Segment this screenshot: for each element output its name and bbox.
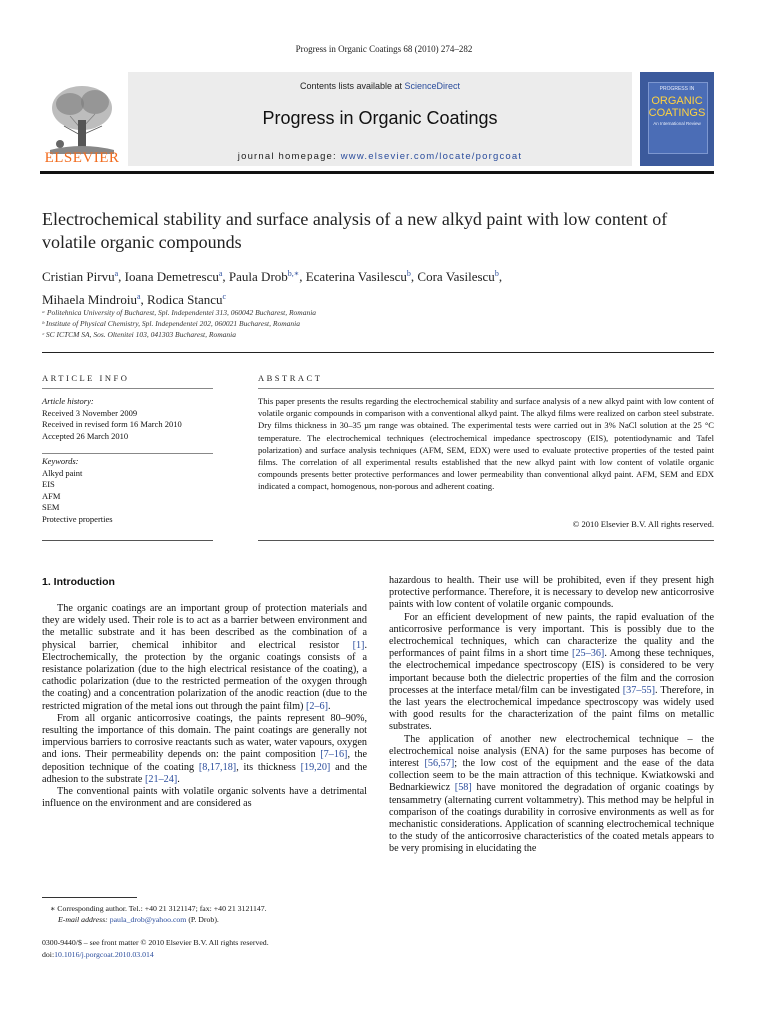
body-text-segment: . Therefore, in the last years the electrochemical impedance spectroscopy was widely used with good results for the characterization of the paint films on metallic substrates. [389, 684, 714, 733]
keyword-item: EIS [42, 479, 55, 489]
citation-link[interactable]: [58] [454, 782, 472, 794]
body-text-segment: have monitored the degradation of organic coatings by tensammetry (alternating current voltammetry). This method may be helpful in comparison of the coatings durability in corrosive environments as well as for mechanistic considerations. Application of scanning electrochemical technique to the study of the anticorrosive characteristics of the coated metals appears to be very promising in elucidating the [389, 782, 714, 855]
keyword-item: AFM [42, 490, 61, 501]
author-name: Cora Vasilescu [417, 269, 495, 284]
keyword-item: Alkyd paint [42, 467, 83, 478]
author-affiliation-marker[interactable]: c [222, 292, 227, 301]
citation-link[interactable]: [19,20] [300, 761, 331, 773]
author-affiliation-marker[interactable]: a [136, 292, 141, 301]
abstract-bottom-rule [258, 540, 714, 541]
body-text-segment: The organic coatings are an important group of protection materials and they are widely used. Their role is to act as a barrier between environment and the metallic substrate and it has been described as the combination of a physical barrier, chemical inhibitor and electrical resistor [42, 603, 367, 651]
history-label: Article history: [42, 396, 94, 406]
body-text-segment: ; the low cost of the equipment and the ease of the data collection seem to be the main attraction of this technique. Kwiatkowski and Bednarkiewicz [389, 758, 714, 794]
doi-label: doi: [42, 949, 55, 959]
issn-line: 0300-9440/$ – see front matter © 2010 Elsevier B.V. All rights reserved. [42, 938, 269, 947]
author-affiliation-marker[interactable]: b,∗ [287, 269, 300, 278]
body-text-segment: The conventional paints with volatile organic solvents have a detrimental influence on the environment and are considered as [42, 786, 367, 810]
article-history [42, 396, 213, 442]
cover-small-text: PROGRESS IN [659, 86, 695, 92]
body-text-segment: . [328, 700, 331, 712]
body-text-segment: . Electrochemically, the protection by the organic coatings consists of a resistance polarization (due to the high electrical resistance of the coating), a cathodic polarization (due to the restricted permeation of the oxygen through the coating) and a concentration polarization of the anodic reaction (due to the restricted migration of the metal ions out through the paint film) [42, 639, 367, 712]
section-heading-introduction: 1. Introduction [42, 576, 115, 588]
body-column-left [42, 603, 367, 810]
author-separator: , [498, 269, 503, 284]
title-divider [42, 352, 714, 353]
email-suffix: (P. Drob). [186, 915, 219, 924]
contents-line [128, 81, 632, 91]
affiliation-b: ᵇ Institute of Physical Chemistry, Spl. Independentei 202, 060021 Bucharest, Romania [42, 319, 300, 328]
affiliation-c: ᶜ SC ICTCM SA, Sos. Oltenitei 103, 041303 Bucharest, Romania [42, 330, 236, 339]
abstract-rule [258, 388, 714, 389]
email-line [42, 914, 372, 925]
article-title: Electrochemical stability and surface analysis of a new alkyd paint with low content of volatile organic compounds [42, 209, 668, 252]
affiliation-a: ᵃ Politehnica University of Bucharest, Spl. Independentei 313, 060042 Bucharest, Romania [42, 308, 317, 317]
author-separator: , [299, 269, 306, 284]
body-paragraph [389, 734, 714, 856]
citation-link[interactable]: [25–36] [572, 648, 605, 660]
citation-link[interactable]: [7–16] [320, 749, 348, 761]
author-name: Paula Drob [228, 269, 288, 284]
author-affiliation-marker[interactable]: a [114, 269, 119, 278]
header-divider [40, 171, 714, 174]
keywords-label: Keywords: [42, 456, 79, 466]
citation-link[interactable]: [8,17,18] [198, 761, 237, 773]
abstract-heading: ABSTRACT [258, 373, 323, 383]
body-paragraph [42, 713, 367, 786]
cover-title-word-1: ORGANIC [651, 95, 703, 107]
article-info-rule [42, 388, 213, 389]
body-paragraph [389, 612, 714, 734]
author-affiliation-marker[interactable]: b [494, 269, 499, 278]
doi-link[interactable]: 10.1016/j.porgcoat.2010.03.014 [54, 949, 154, 959]
body-text-segment: , the deposition technique of the coating [42, 749, 367, 773]
body-column-right [389, 575, 714, 856]
body-paragraph [389, 575, 714, 612]
running-head: Progress in Organic Coatings 68 (2010) 274–282 [295, 44, 473, 54]
citation-link[interactable]: [37–55] [622, 684, 656, 696]
affiliations [42, 307, 714, 340]
author-separator: , [140, 292, 148, 307]
doi-line [42, 949, 372, 961]
cover-title-word-2: COATINGS [648, 107, 706, 119]
article-info-bottom-rule [42, 540, 213, 541]
article-info-heading: ARTICLE INFO [42, 373, 130, 383]
journal-homepage-link[interactable]: www.elsevier.com/locate/porgcoat [340, 151, 523, 162]
homepage-prefix: journal homepage: [237, 151, 341, 162]
author-name: Ecaterina Vasilescu [305, 269, 407, 284]
citation-link[interactable]: [1] [352, 639, 365, 651]
journal-homepage-line [128, 151, 632, 162]
author-affiliation-marker[interactable]: b [406, 269, 411, 278]
keywords [42, 456, 213, 525]
keyword-item: SEM [42, 502, 60, 512]
elsevier-wordmark: ELSEVIER [44, 150, 120, 166]
journal-title: Progress in Organic Coatings [262, 108, 498, 128]
author-name: Cristian Pirvu [42, 269, 115, 284]
body-text-segment: . [177, 773, 180, 785]
received-date: Received 3 November 2009 [42, 407, 138, 418]
keywords-rule [42, 453, 213, 454]
front-matter [42, 937, 372, 960]
author-list [42, 264, 714, 310]
author-name: Rodica Stancu [147, 292, 223, 307]
citation-link[interactable]: [56,57] [424, 758, 455, 770]
email-label: E-mail address: [58, 915, 110, 924]
author-name: Ioana Demetrescu [124, 269, 219, 284]
body-paragraph [42, 603, 367, 713]
body-text-segment: The application of another new electrochemical technique – the electrochemical noise analysis (ENA) for the same purposes has become of interest [389, 733, 714, 770]
author-separator: , [222, 269, 229, 284]
body-text-segment: and the adhesion to the substrate [42, 761, 368, 785]
author-separator: , [118, 269, 125, 284]
footnotes [42, 903, 372, 925]
body-text-segment: . Among these techniques, the electrochemical impedance spectroscopy (EIS) is considered to be very important because both the dielectric properties of the film and the corrosion processes at the interface metal/film can be investigated [389, 648, 714, 696]
author-name: Mihaela Mindroiu [42, 292, 137, 307]
accepted-date: Accepted 26 March 2010 [42, 430, 129, 441]
body-text-segment: , its thickness [236, 761, 301, 773]
sciencedirect-link[interactable]: ScienceDirect [404, 81, 461, 91]
citation-link[interactable]: [21–24] [144, 773, 178, 785]
contents-prefix: Contents lists available at [299, 81, 405, 91]
copyright-notice: © 2010 Elsevier B.V. All rights reserved. [572, 519, 714, 529]
body-text-segment: hazardous to health. Their use will be prohibited, even if they present high protective performance. Therefore, it is necessary to develop new anticorrosive paints with low content of volatile organic compounds. [389, 575, 714, 611]
citation-link[interactable]: [2–6] [305, 700, 329, 712]
author-affiliation-marker[interactable]: a [218, 269, 223, 278]
footnote-rule [42, 897, 137, 898]
corresponding-author-note: ∗ Corresponding author. Tel.: +40 21 3121147; fax: +40 21 3121147. [50, 904, 267, 913]
cover-subtitle: An International Review [653, 121, 701, 126]
revised-date: Received in revised form 16 March 2010 [42, 419, 182, 429]
body-text-segment: From all organic anticorrosive coatings, the paints represent 80–90%, resulting the importance of this domain. The paint coatings are generally not impervious barriers to corrosive reactants such as water, water vapours, oxygen and ions. Their permeability depends on: the paint composition [42, 712, 367, 761]
keyword-item: Protective properties [42, 513, 113, 524]
author-email-link[interactable]: paula_drob@yahoo.com [109, 915, 187, 924]
body-paragraph [42, 786, 367, 810]
body-text-segment: For an efficient development of new paints, the rapid evaluation of the anticorrosive performance is very important. This is possibly due to the electrochemical techniques, which can characterize the quality and the performances of paint films in a short time [389, 611, 714, 660]
abstract-text: This paper presents the results regarding the electrochemical stability and surface analysis of a new alkyd paint with low content of volatile organic compounds in comparison with a conventional alkyd paint. The alkyd films were realized on carbon steel substrate. Dry films thickness in 30–35 µm range was obtained. The experimental tests were carried out in 3% NaCl solution at the 25 °C temperature. The electrochemical techniques (electrochemical impedance spectroscopy (EIS), potentiodynamic and Tafel polarization) and surface analysis techniques (AFM, SEM, EDX) were used to evaluate protective properties of the tested paint films. The correlation of all experimental results established that the new alkyd paint with low content of volatile organic compounds presents better protective performances and lower permeability than conventional alkyd paint. AFM, SEM and EDX indicated a compact, homogenous, non-porous and adherent coating. [258, 396, 714, 492]
author-separator: , [410, 269, 418, 284]
